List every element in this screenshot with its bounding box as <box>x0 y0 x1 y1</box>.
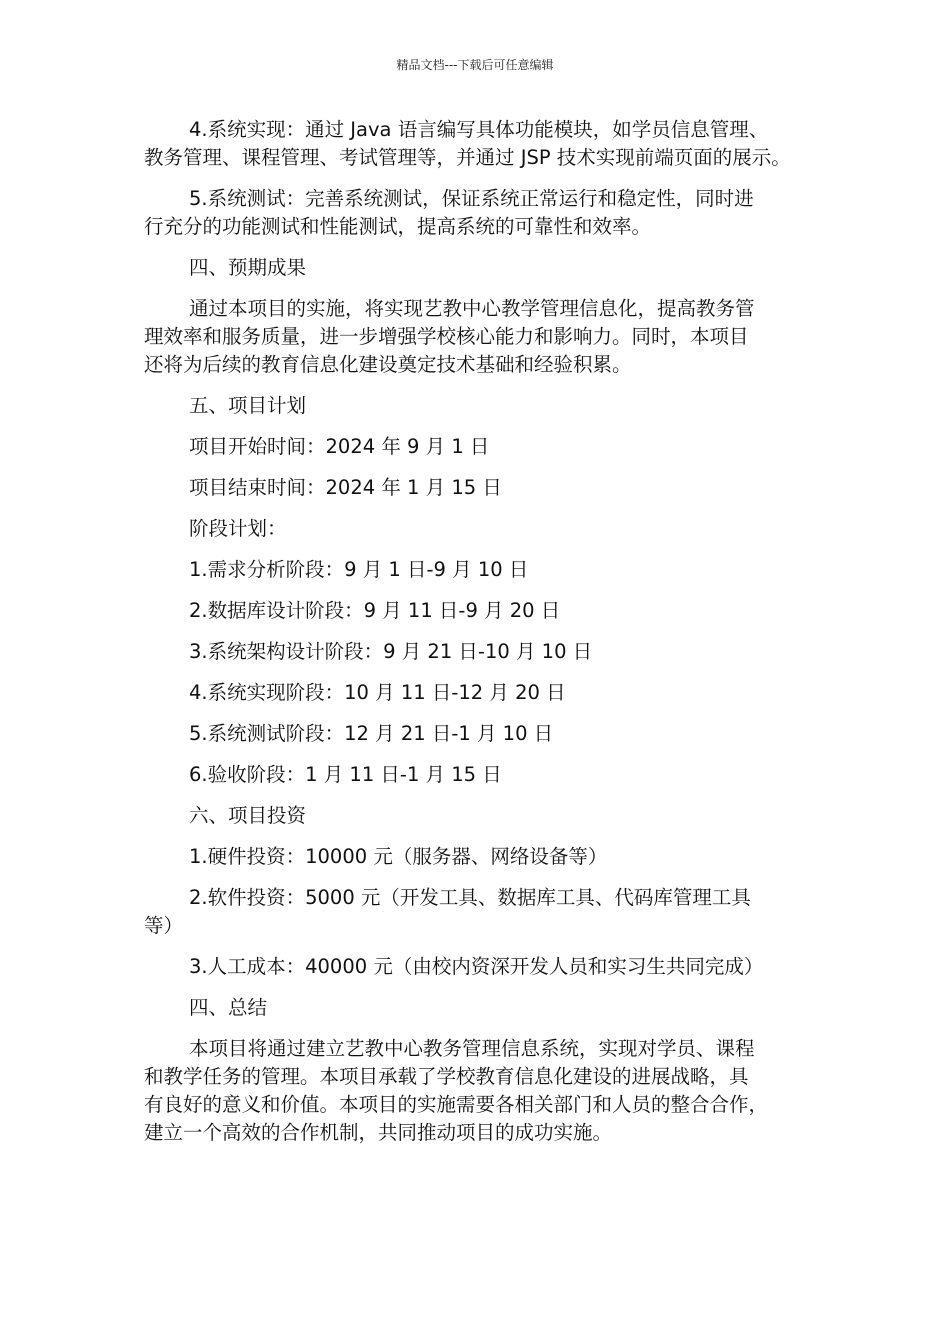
paragraph-line: 五、项目计划 <box>189 394 307 417</box>
paragraph <box>144 295 824 379</box>
paragraph-line: 四、总结 <box>189 996 268 1019</box>
paragraph-line: 5.系统测试阶段：12 月 21 日-1 月 10 日 <box>189 722 554 745</box>
paragraph-line: 项目结束时间：2024 年 1 月 15 日 <box>189 476 502 499</box>
paragraph <box>144 1035 824 1147</box>
paragraph-line: 行充分的功能测试和性能测试，提高系统的可靠性和效率。 <box>144 215 652 238</box>
paragraph <box>144 474 824 502</box>
paragraph-line: 通过本项目的实施，将实现艺教中心教学管理信息化，提高教务管 <box>189 297 755 320</box>
paragraph <box>144 679 824 707</box>
paragraph <box>144 720 824 748</box>
paragraph <box>144 116 824 172</box>
paragraph <box>144 433 824 461</box>
paragraph-line: 理效率和服务质量，进一步增强学校核心能力和影响力。同时，本项目 <box>144 325 749 348</box>
paragraph-line: 1.硬件投资：10000 元（服务器、网络设备等） <box>189 845 608 868</box>
paragraph <box>144 597 824 625</box>
paragraph <box>144 392 824 420</box>
paragraph-line: 有良好的意义和价值。本项目的实施需要各相关部门和人员的整合合作， <box>144 1093 769 1116</box>
paragraph-line: 和教学任务的管理。本项目承载了学校教育信息化建设的进展战略，具 <box>144 1065 749 1088</box>
paragraph-line: 4.系统实现：通过 Java 语言编写具体功能模块，如学员信息管理、 <box>189 118 769 141</box>
paragraph-line: 2.数据库设计阶段：9 月 11 日-9 月 20 日 <box>189 599 561 622</box>
paragraph-line: 3.人工成本：40000 元（由校内资深开发人员和实习生共同完成） <box>189 955 764 978</box>
paragraph <box>144 884 824 940</box>
paragraph-line: 项目开始时间：2024 年 9 月 1 日 <box>189 435 490 458</box>
paragraph <box>144 638 824 666</box>
paragraph <box>144 761 824 789</box>
paragraph-line: 四、预期成果 <box>189 256 307 279</box>
paragraph-line: 建立一个高效的合作机制，共同推动项目的成功实施。 <box>144 1121 613 1144</box>
paragraph <box>144 843 824 871</box>
paragraph-line: 1.需求分析阶段：9 月 1 日-9 月 10 日 <box>189 558 529 581</box>
paragraph-line: 等） <box>144 914 184 937</box>
paragraph <box>144 556 824 584</box>
paragraph <box>144 185 824 241</box>
paragraph-line: 还将为后续的教育信息化建设奠定技术基础和经验积累。 <box>144 353 632 376</box>
paragraph <box>144 254 824 282</box>
paragraph-line: 教务管理、课程管理、考试管理等，并通过 JSP 技术实现前端页面的展示。 <box>144 146 791 169</box>
paragraph-line: 3.系统架构设计阶段：9 月 21 日-10 月 10 日 <box>189 640 593 663</box>
paragraph <box>144 953 824 981</box>
paragraph-line: 本项目将通过建立艺教中心教务管理信息系统，实现对学员、课程 <box>189 1037 755 1060</box>
paragraph <box>144 802 824 830</box>
paragraph-line: 六、项目投资 <box>189 804 307 827</box>
paragraph-line: 2.软件投资：5000 元（开发工具、数据库工具、代码库管理工具 <box>189 886 751 909</box>
paragraph-line: 4.系统实现阶段：10 月 11 日-12 月 20 日 <box>189 681 566 704</box>
paragraph <box>144 515 824 543</box>
paragraph <box>144 994 824 1022</box>
paragraph-line: 阶段计划： <box>189 517 287 540</box>
paragraph-line: 6.验收阶段：1 月 11 日-1 月 15 日 <box>189 763 502 786</box>
page-header: 精品文档---下载后可任意编辑 <box>396 58 554 72</box>
document-body <box>144 116 824 1160</box>
paragraph-line: 5.系统测试：完善系统测试，保证系统正常运行和稳定性，同时进 <box>189 187 754 210</box>
